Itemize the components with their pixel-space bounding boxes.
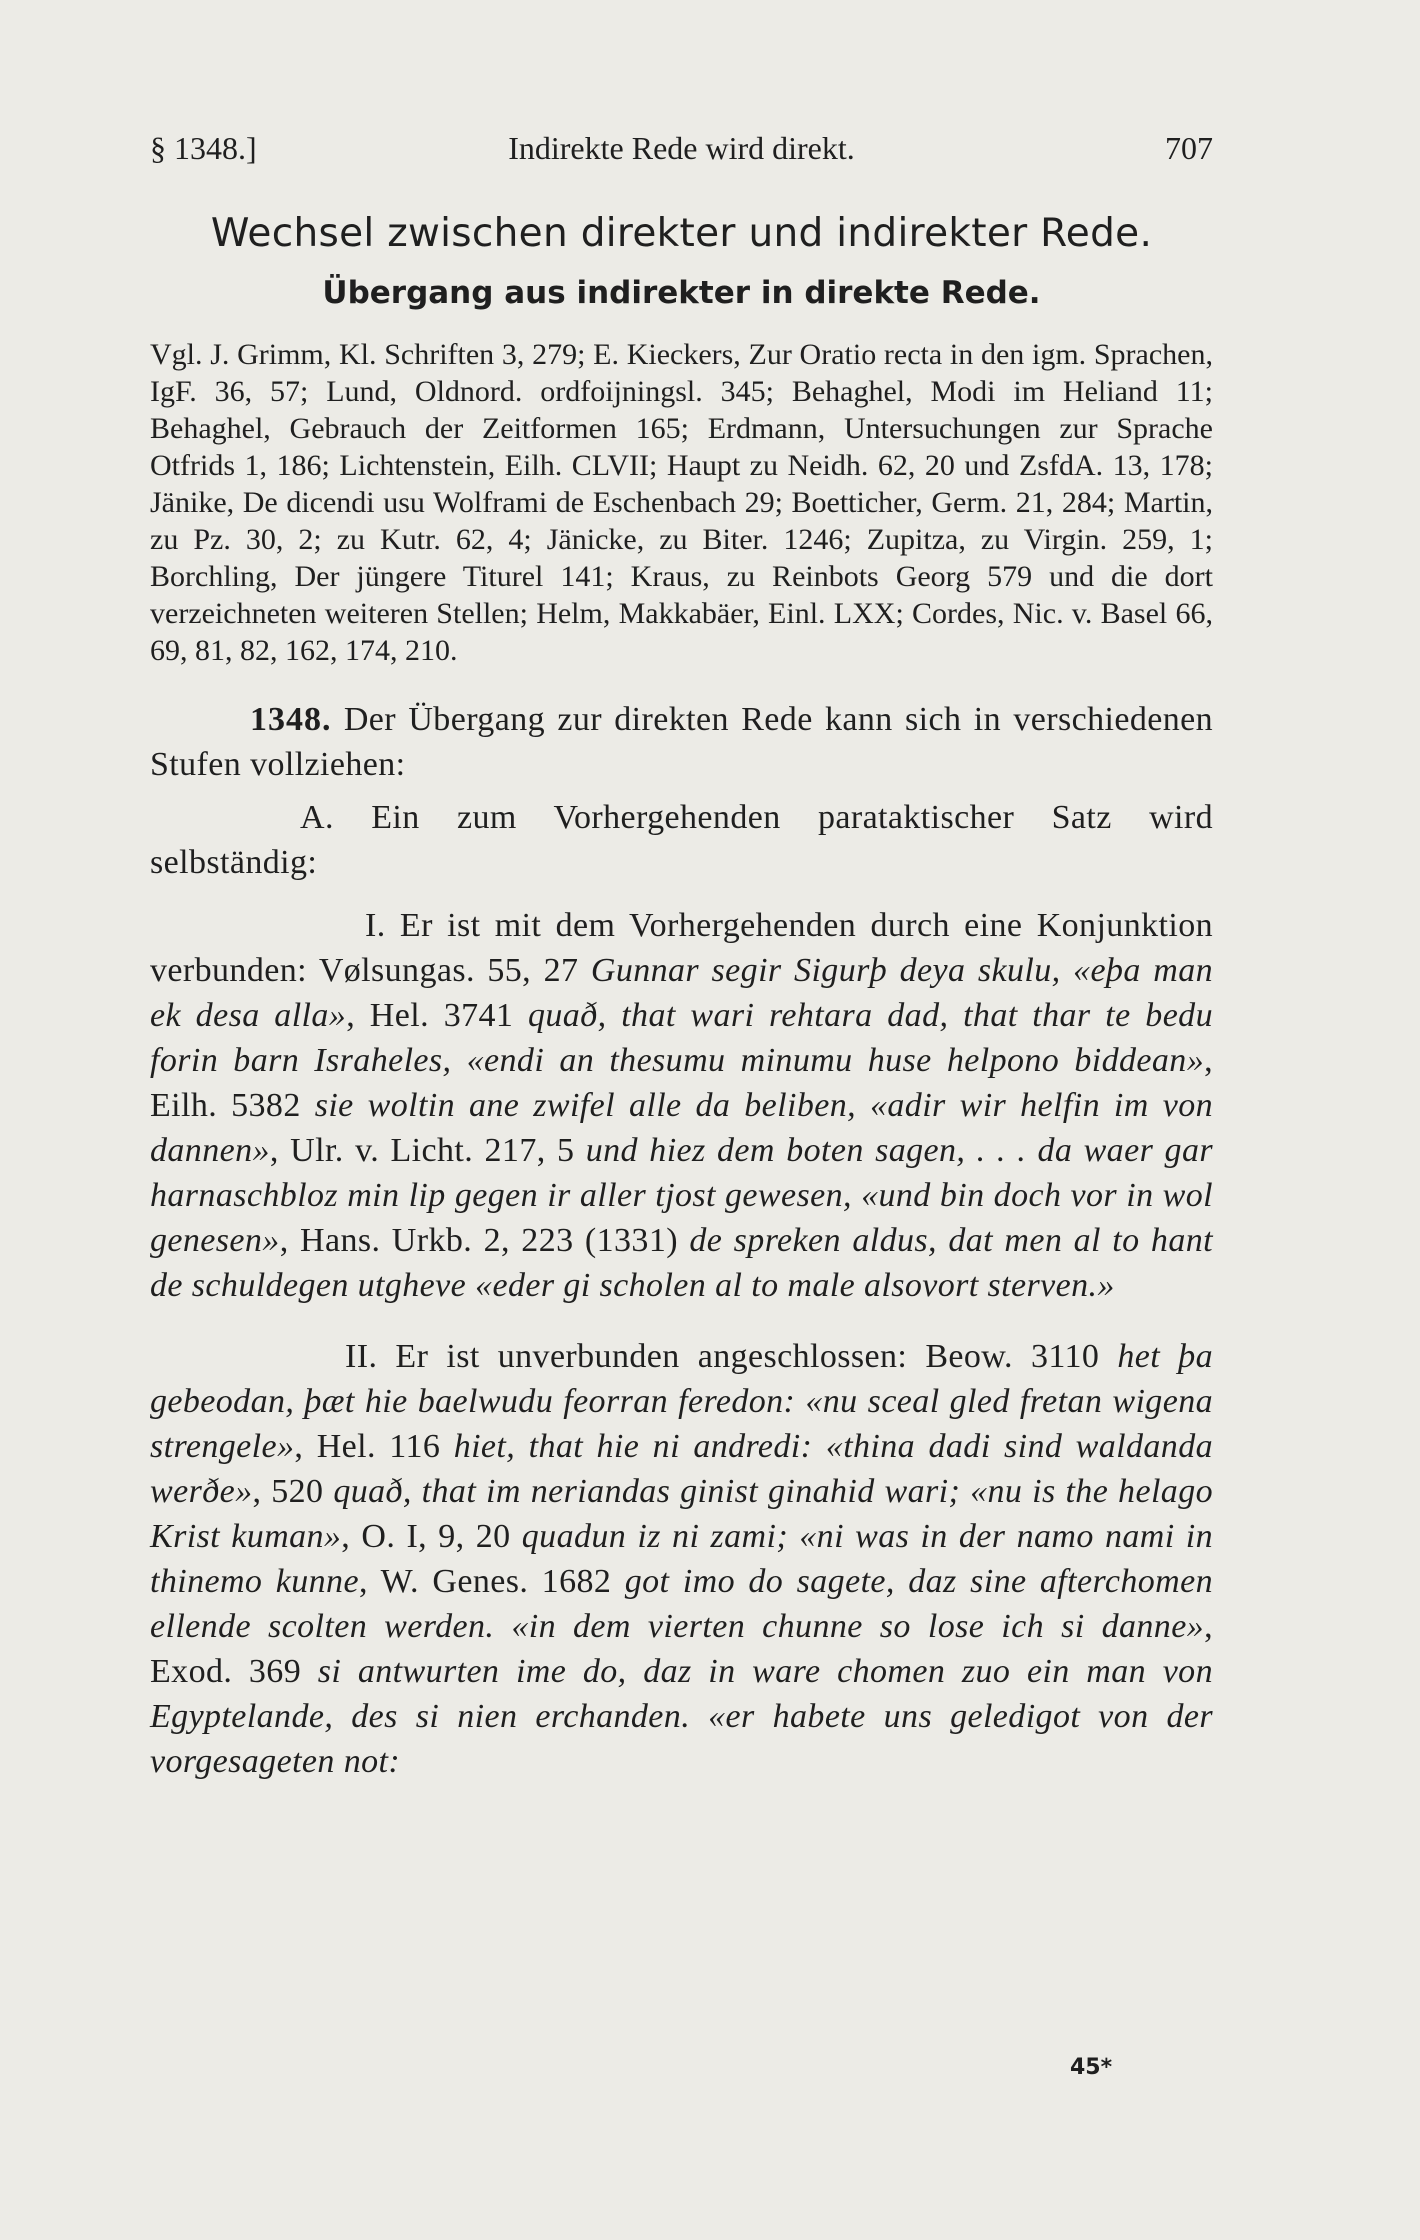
citation-text: , Hel. 116 (294, 1428, 454, 1465)
page-number: 707 (1165, 130, 1213, 166)
citation-text: I. Er ist mit dem Vorhergehenden durch eine Konjunktion verbunden: Vølsungas. 55, 27 (150, 907, 1213, 989)
quoted-example-text: sie woltin ane zwifel alle da beliben, «adir wir helfin im von dannen» (150, 1087, 1213, 1169)
quoted-example-text: got imo do sagete, daz sine afterchomen ellende scolten werden. «in dem vierten chunne so lose ich si danne» (150, 1563, 1213, 1645)
quoted-example-text: si antwurten ime do, daz in ware chomen zuo ein man von Egyptelande, des si nien erchanden. «er habete uns geledigot von der vorgesageten not: (150, 1653, 1213, 1780)
bibliography-references: Vgl. J. Grimm, Kl. Schriften 3, 279; E. Kieckers, Zur Oratio recta in den igm. Sprachen, IgF. 36, 57; Lund, Oldnord. ordfoijningsl. 345; Behaghel, Modi im Heliand 11; Behaghel, Gebrauch der Zeitformen 165; Erdmann, Untersuchungen zur Sprache Otfrids 1, 186; Lichtenstein, Eilh. CLVII; Haupt zu Neidh. 62, 20 und ZsfdA. 13, 178; Jänike, De dicendi usu Wolframi de Eschenbach 29; Boetticher, Germ. 21, 284; Martin, zu Pz. 30, 2; zu Kutr. 62, 4; Jänicke, zu Biter. 1246; Zupitza, zu Virgin. 259, 1; Borchling, Der jüngere Titurel 141; Kraus, zu Reinbots Georg 579 und die dort verzeichneten weiteren Stellen; Helm, Makkabäer, Einl. LXX; Cordes, Nic. v. Basel 66, 69, 81, 82, 162, 174, 210. (150, 338, 1213, 667)
quoted-example-text: quað, that wari rehtara dad, that thar te bedu forin barn Israheles, «endi an thesumu minumu huse helpono biddean» (150, 997, 1213, 1079)
citation-text: , Eilh. 5382 (150, 1042, 1213, 1124)
header-section-ref: § 1348.] (150, 130, 257, 166)
paragraph-1348-text: Der Übergang zur direkten Rede kann sich in verschiedenen Stufen vollziehen: (150, 701, 1213, 783)
citation-text: , O. I, 9, 20 (341, 1518, 522, 1555)
running-header (150, 130, 1213, 180)
paragraph-1348 (150, 697, 1213, 787)
paragraph-A: A. Ein zum Vorhergehenden parataktischer Satz wird selbständig: (150, 799, 1213, 881)
citation-text: , Exod. 369 (150, 1608, 1213, 1690)
quoted-example-text: hiet, that hie ni andredi: «thina dadi sind waldanda werðe» (150, 1428, 1213, 1510)
quoted-example-text: quað, that im neriandas ginist ginahid wari; «nu is the helago Krist kuman» (150, 1473, 1213, 1555)
citation-text: II. Er ist unverbunden angeschlossen: Beow. 3110 (345, 1338, 1118, 1375)
citation-text: , Ulr. v. Licht. 217, 5 (269, 1132, 586, 1169)
chapter-heading: Wechsel zwischen direkter und indirekter Rede. (210, 211, 1153, 256)
quoted-example-text: Gunnar segir Sigurþ deya skulu, «eþa man ek desa alla» (150, 952, 1213, 1034)
section-subheading: Übergang aus indirekter in direkte Rede. (322, 275, 1041, 311)
header-title: Indirekte Rede wird direkt. (508, 130, 855, 166)
paragraph-number: 1348. (250, 701, 332, 738)
citation-text: , W. Genes. 1682 (358, 1563, 625, 1600)
citation-text: , 520 (252, 1473, 334, 1510)
paragraph-II (150, 1334, 1213, 1784)
page-body (150, 210, 1213, 1784)
quoted-example-text: het þa gebeodan, þæt hie baelwudu feorran feredon: «nu sceal gled fretan wigena strengele» (150, 1338, 1213, 1465)
quoted-example-text: und hiez dem boten sagen, . . . da waer gar harnaschbloz min lip gegen ir aller tjost gewesen, «und bin doch vor in wol genesen» (150, 1132, 1213, 1259)
citation-text: , Hans. Urkb. 2, 223 (1331) (279, 1222, 690, 1259)
citation-text: , Hel. 3741 (346, 997, 528, 1034)
signature-mark: 45* (1070, 2055, 1113, 2080)
quoted-example-text: de spreken aldus, dat men al to hant de schuldegen utgheve «eder gi scholen al to male alsovort sterven.» (150, 1222, 1213, 1304)
paragraph-I (150, 903, 1213, 1308)
quoted-example-text: quadun iz ni zami; «ni was in der namo nami in thinemo kunne (150, 1518, 1214, 1600)
